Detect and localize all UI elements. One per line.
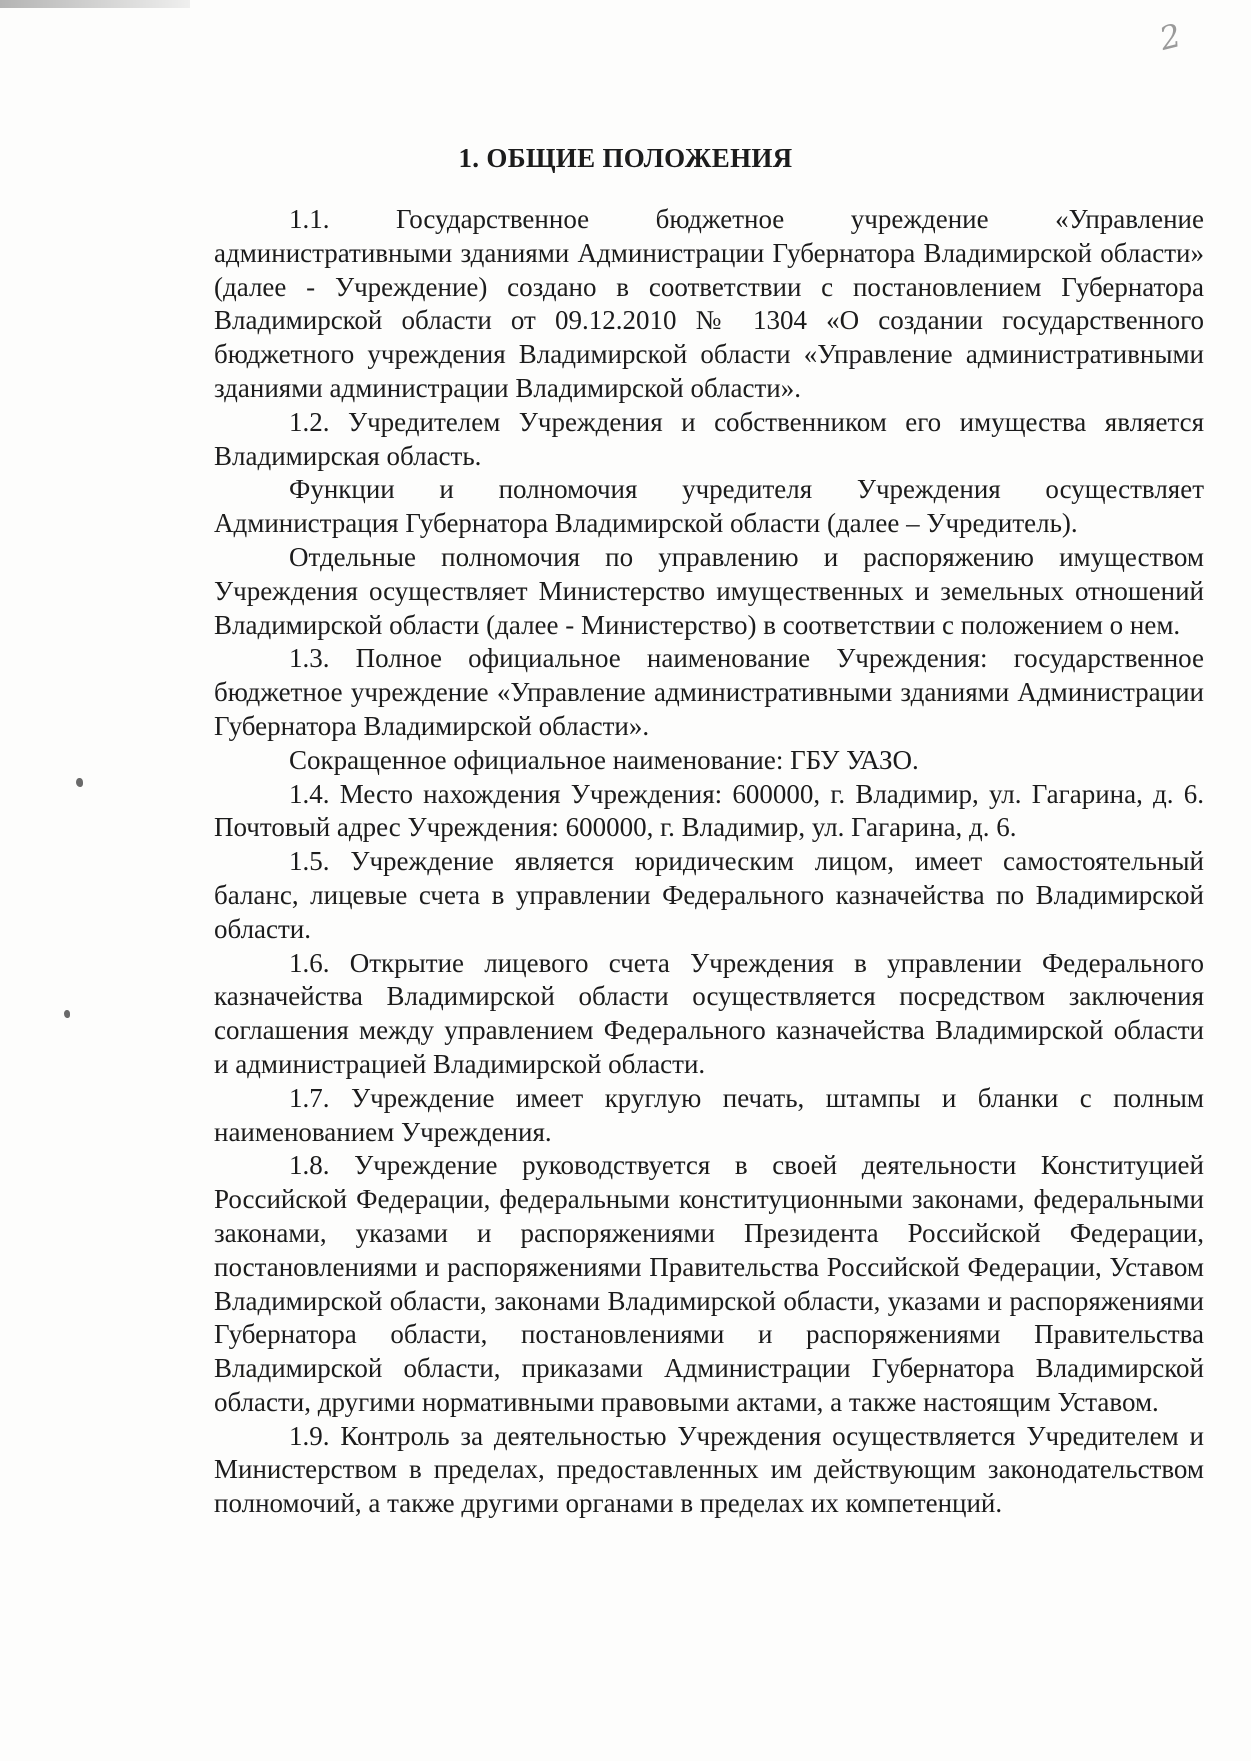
paragraph-short-name: Сокращенное официальное наименование: ГБУ УАЗО. (289, 744, 919, 775)
scan-speck (76, 778, 83, 787)
paragraph-1-7: 1.7. Учреждение имеет круглую печать, штампы и бланки с полным наименованием Учреждения. (214, 1082, 1204, 1147)
paragraph-1-4: 1.4. Место нахождения Учреждения: 600000, г. Владимир, ул. Гагарина, д. 6. Почтовый адрес Учреждения: 600000, г. Владимир, ул. Гагарина, д. 6. (214, 778, 1204, 843)
paragraph-1-2: 1.2. Учредителем Учреждения и собственником его имущества является Владимирская область. (214, 406, 1204, 471)
handwritten-page-number: 2 (1155, 16, 1185, 58)
scan-edge-smudge (0, 0, 190, 8)
scan-speck (64, 1010, 70, 1018)
paragraph-1-6: 1.6. Открытие лицевого счета Учреждения в управлении Федерального казначейства Владимирской области осуществляется посредством заключения соглашения между управлением Федерального казначейства Владимирской области и администрацией Владимирской области. (214, 947, 1204, 1079)
paragraph-1-1: 1.1. Государственное бюджетное учреждение «Управление административными зданиями Администрации Губернатора Владимирской области» (далее - Учреждение) создано в соответствии с постановлением Губернатора Владимирской области от 09.12.2010 № 1304 «О создании государственного бюджетного учреждения Владимирской области «Управление административными зданиями администрации Владимирской области». (214, 204, 1204, 403)
section-title: 1. ОБЩИЕ ПОЛОЖЕНИЯ (458, 143, 793, 173)
paragraph-1-8: 1.8. Учреждение руководствуется в своей деятельности Конституцией Российской Федерации, федеральными конституционными законами, федеральными законами, указами и распоряжениями Президента Российской Федерации, постановлениями и распоряжениями Правительства Российской Федерации, Уставом Владимирской области, законами Владимирской области, указами и распоряжениями Губернатора области, постановлениями и распоряжениями Правительства Владимирской области, приказами Администрации Губернатора Владимирской области, другими нормативными правовыми актами, а также настоящим Уставом. (214, 1150, 1204, 1417)
paragraph-ministry-powers: Отдельные полномочия по управлению и распоряжению имуществом Учреждения осуществляет Министерство имущественных и земельных отношений Владимирской области (далее - Министерство) в соответствии с положением о нем. (214, 541, 1204, 640)
body-text (214, 203, 1204, 1521)
paragraph-1-5: 1.5. Учреждение является юридическим лицом, имеет самостоятельный баланс, лицевые счета в управлении Федерального казначейства по Владимирской области. (214, 846, 1204, 944)
paragraph-founder-functions: Функции и полномочия учредителя Учреждения осуществляет Администрация Губернатора Владимирской области (далее – Учредитель). (214, 474, 1204, 539)
paragraph-1-3: 1.3. Полное официальное наименование Учреждения: государственное бюджетное учреждение «Управление административными зданиями Администрации Губернатора Владимирской области». (214, 643, 1204, 741)
paragraph-1-9: 1.9. Контроль за деятельностью Учреждения осуществляется Учредителем и Министерством в пределах, предоставленных им действующим законодательством полномочий, а также другими органами в пределах их компетенций. (214, 1420, 1204, 1519)
